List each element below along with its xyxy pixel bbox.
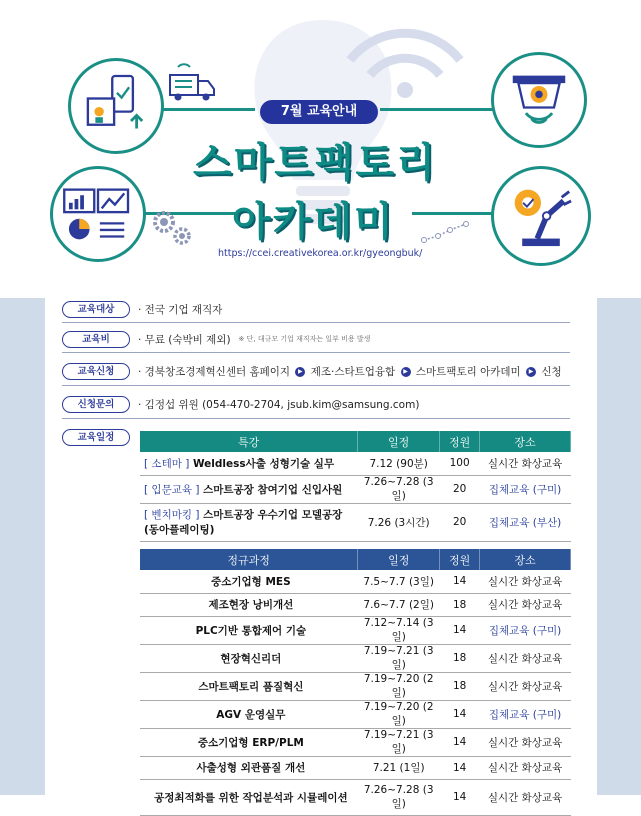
course-date: 7.12 (90분) — [358, 452, 440, 475]
contact-text: · 김정섭 위원 (054-470-2704, jsub.kim@samsung.com) — [138, 398, 420, 411]
course-date: 7.21 (1일) — [358, 756, 440, 779]
course-name: AGV 운영실무 — [140, 700, 358, 728]
table-header-row — [140, 549, 571, 570]
arrow-right-icon: ▶ — [401, 367, 411, 377]
course-name: 중소기업형 MES — [140, 570, 358, 593]
info-row-apply — [62, 362, 562, 380]
connector-line — [412, 212, 494, 215]
course-capacity: 18 — [440, 593, 480, 616]
connector-line — [380, 108, 495, 111]
label-schedule: 교육일정 — [62, 429, 130, 446]
course-place: 실시간 화상교육 — [480, 570, 571, 593]
apply-text — [138, 364, 562, 379]
course-name: 스마트팩토리 품질혁신 — [140, 672, 358, 700]
arrow-right-icon: ▶ — [526, 367, 536, 377]
course-capacity: 18 — [440, 644, 480, 672]
info-row-fee — [62, 330, 370, 348]
course-name: 제조현장 낭비개선 — [140, 593, 358, 616]
col-header-place: 장소 — [480, 549, 571, 570]
course-date: 7.5~7.7 (3일) — [358, 570, 440, 593]
course-date: 7.26 (3시간) — [358, 503, 440, 541]
page-title-line1: 스마트팩토리 — [193, 140, 437, 186]
course-date: 7.12~7.14 (3일) — [358, 616, 440, 644]
course-date: 7.26~7.28 (3일) — [358, 779, 440, 815]
course-place: 실시간 화상교육 — [480, 728, 571, 756]
course-capacity: 18 — [440, 672, 480, 700]
table-row — [140, 503, 571, 541]
special-lecture-table — [140, 431, 571, 542]
poster-header — [0, 0, 641, 300]
course-title: 스마트공장 참여기업 신입사원 — [203, 483, 343, 496]
course-tag: [ 입문교육 ] — [144, 483, 200, 496]
course-place: 집체교육 (구미) — [480, 700, 571, 728]
course-capacity: 14 — [440, 779, 480, 815]
divider — [62, 322, 570, 323]
table-row — [140, 756, 571, 779]
course-capacity: 100 — [440, 452, 480, 475]
table-row — [140, 616, 571, 644]
course-place: 실시간 화상교육 — [480, 779, 571, 815]
table-row — [140, 593, 571, 616]
label-target: 교육대상 — [62, 301, 130, 318]
course-capacity: 14 — [440, 616, 480, 644]
connector-line — [160, 108, 255, 111]
gear-icon — [150, 210, 194, 246]
course-capacity: 20 — [440, 475, 480, 503]
table-row — [140, 728, 571, 756]
apply-step-3: 스마트팩토리 아카데미 — [415, 365, 521, 378]
apply-step-1: · 경북창조경제혁신센터 홈페이지 — [138, 365, 291, 378]
divider — [62, 352, 570, 353]
table-row — [140, 700, 571, 728]
cctv-camera-icon — [491, 52, 587, 148]
course-name — [140, 475, 358, 503]
fee-text: · 무료 (숙박비 제외) — [138, 333, 231, 346]
col-header-capacity: 정원 — [440, 431, 480, 452]
dot-trail-icon — [420, 218, 472, 246]
course-date: 7.6~7.7 (2일) — [358, 593, 440, 616]
info-row-schedule — [62, 428, 130, 446]
course-place: 집체교육 (구미) — [480, 616, 571, 644]
label-contact: 신청문의 — [62, 396, 130, 413]
table-row — [140, 475, 571, 503]
page-title-line2: 아카데미 — [232, 199, 395, 245]
website-url[interactable]: https://ccei.creativekorea.or.kr/gyeongbuk/ — [218, 248, 423, 259]
label-fee: 교육비 — [62, 331, 130, 348]
course-place: 실시간 화상교육 — [480, 756, 571, 779]
course-place: 실시간 화상교육 — [480, 644, 571, 672]
col-header-place: 장소 — [480, 431, 571, 452]
table-row — [140, 672, 571, 700]
course-name — [140, 452, 358, 475]
course-title: 스마트공장 우수기업 모델공장 (동아플레이팅) — [144, 509, 343, 536]
course-date: 7.19~7.21 (3일) — [358, 728, 440, 756]
course-capacity: 14 — [440, 570, 480, 593]
month-badge: 7월 교육안내 — [260, 100, 378, 124]
course-name: 공정최적화를 위한 작업분석과 시뮬레이션 — [140, 779, 358, 815]
table-row — [140, 570, 571, 593]
course-capacity: 14 — [440, 756, 480, 779]
course-title: Weldless사출 성형기술 실무 — [192, 457, 335, 470]
course-name: 중소기업형 ERP/PLM — [140, 728, 358, 756]
info-row-target — [62, 300, 222, 318]
course-date: 7.19~7.20 (2일) — [358, 672, 440, 700]
divider — [62, 418, 570, 419]
course-capacity: 14 — [440, 700, 480, 728]
table-row — [140, 452, 571, 475]
course-name: 현장혁신리더 — [140, 644, 358, 672]
course-place: 실시간 화상교육 — [480, 452, 571, 475]
col-header-course: 정규과정 — [140, 549, 358, 570]
arrow-right-icon: ▶ — [295, 367, 305, 377]
divider — [62, 385, 570, 386]
table-row — [140, 644, 571, 672]
truck-icon — [168, 65, 218, 105]
course-name: 사출성형 외관품질 개선 — [140, 756, 358, 779]
course-capacity: 14 — [440, 728, 480, 756]
col-header-date: 일정 — [358, 549, 440, 570]
label-apply: 교육신청 — [62, 363, 130, 380]
table-row — [140, 779, 571, 815]
info-row-contact — [62, 395, 419, 413]
robot-arm-gear-icon — [491, 166, 591, 266]
course-tag: [ 벤치마킹 ] — [144, 509, 200, 521]
regular-course-table — [140, 549, 571, 816]
course-place: 집체교육 (부산) — [480, 503, 571, 541]
fee-note: ※ 단, 대규모 기업 재직자는 일부 비용 발생 — [238, 335, 371, 343]
course-name — [140, 503, 358, 541]
course-place: 실시간 화상교육 — [480, 593, 571, 616]
course-date: 7.19~7.21 (3일) — [358, 644, 440, 672]
course-name: PLC기반 통합제어 기술 — [140, 616, 358, 644]
target-text: · 전국 기업 재직자 — [138, 303, 223, 316]
table-header-row — [140, 431, 571, 452]
col-header-capacity: 정원 — [440, 549, 480, 570]
course-date: 7.19~7.20 (2일) — [358, 700, 440, 728]
smartphone-robot-arm-icon — [68, 58, 164, 154]
course-tag: [ 소테마 ] — [144, 457, 190, 470]
course-capacity: 20 — [440, 503, 480, 541]
col-header-lecture: 특강 — [140, 431, 358, 452]
course-date: 7.26~7.28 (3일) — [358, 475, 440, 503]
wifi-icon — [330, 0, 480, 110]
course-place: 집체교육 (구미) — [480, 475, 571, 503]
apply-step-2: 제조·스타트업융합 — [310, 365, 396, 378]
course-place: 실시간 화상교육 — [480, 672, 571, 700]
dashboard-chart-icon — [50, 166, 146, 262]
col-header-date: 일정 — [358, 431, 440, 452]
apply-step-4: 신청 — [541, 365, 562, 378]
